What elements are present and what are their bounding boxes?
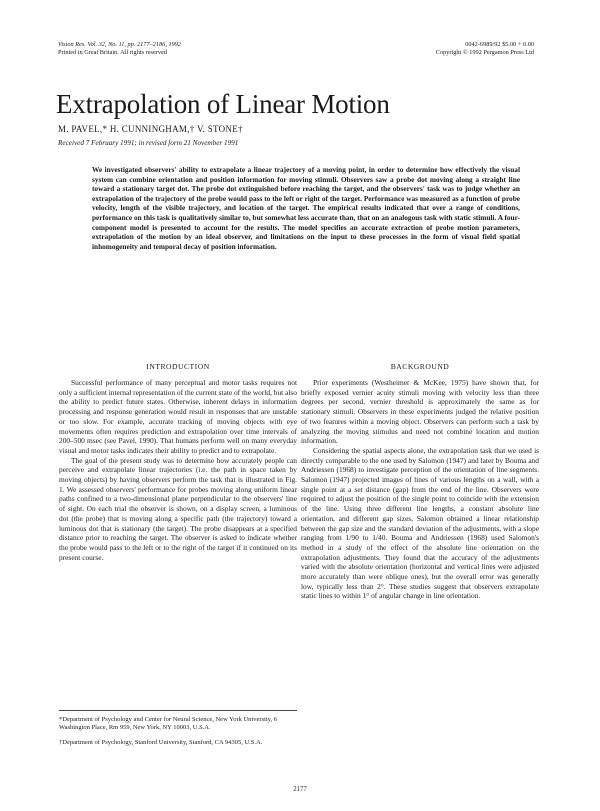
footnote-divider — [59, 710, 297, 711]
footnote: *Department of Psychology and Center for Neural Science, New York University, 6 Washington Place, Rm 959, New York, NY 10003, U.S.A. — [59, 716, 278, 732]
printed-note: Printed in Great Britain. All rights reserved — [58, 49, 167, 56]
author-list: M. PAVEL,* H. CUNNINGHAM,† V. STONE† — [58, 124, 243, 134]
journal-header-left — [58, 41, 181, 57]
paragraph: The goal of the present study was to determine how accurately people can perceive and extrapolate linear trajectories (i.e. the path in space taken by moving objects) by having observers perform the task that is illustrated in Fig. 1. We assessed observers' performance for probes moving along uniform linear paths confined to a two-dimensional plane perpendicular to the observers' line of sight. On each trial the observer is shown, on a display screen, a luminous dot (the probe) that is moving along a specific path (the trajectory) toward a luminous dot that is stationary (the target). The probe disappears at a specified distance prior to reaching the target. The observer is asked to indicate whether the probe would pass to the left or to the right of the target if it continued on its present course. — [59, 455, 297, 562]
journal-header-right — [436, 41, 534, 57]
issn: 0042-6989/92 $5.00 + 0.00 — [465, 41, 534, 48]
paper-title: Extrapolation of Linear Motion — [56, 89, 390, 119]
copyright: Copyright © 1992 Pergamon Press Ltd — [435, 49, 534, 56]
journal-citation: Vision Res. Vol. 32, No. 11, pp. 2177–2186, 1992 — [58, 41, 182, 48]
received-dates: Received 7 February 1991; in revised form 21 November 1991 — [58, 139, 239, 147]
introduction-section — [59, 362, 297, 562]
footnotes — [59, 716, 297, 753]
introduction-heading: INTRODUCTION — [146, 362, 210, 371]
abstract: We investigated observers' ability to extrapolate a linear trajectory of a moving point, in order to determine how effectively the visual system can combine orientation and position information for moving stimuli. Observers saw a probe dot moving along a straight line toward a stationary target dot. The probe dot extinguished before reaching the target, and the observers' task was to judge whether an extrapolation of the trajectory of the probe would pass to the left or right of the target. Performance was measured as a function of probe velocity, length of the visible trajectory, and location of the target. The empirical results indicated that over a range of conditions, performance on this task is qualitatively similar to, but somewhat less accurate than, that on an analogous task with static stimuli. A four-component model is presented to account for the results. The model specifies an accurate extraction of probe motion parameters, extrapolation of the motion by an ideal observer, and limitations on the input to these processes in the form of visual field spatial inhomogeneity and temporal decay of position information. — [92, 165, 520, 251]
background-section — [301, 362, 539, 601]
background-heading: BACKGROUND — [390, 362, 450, 371]
footnote: †Department of Psychology, Stanford University, Stanford, CA 94305, U.S.A. — [59, 738, 263, 746]
paragraph: Successful performance of many perceptual and motor tasks requires not only a sufficient internal representation of the current state of the world, but also the ability to predict future states. Otherwise, inherent delays in information processing and response generation would result in responses that are unstable or too slow. For example, accurate tracking of moving objects with eye movements often requires prediction and extrapolation over time intervals of 200–500 msec (see Pavel, 1990). That humans perform well on many everyday visual and motor tasks indicates their ability to predict and to extrapolate. — [59, 378, 297, 455]
paragraph: Prior experiments (Westheimer & McKee, 1975) have shown that, for briefly exposed vernier acuity stimuli moving with velocity less than three degrees per second, vernier threshold is approximately the same as for stationary stimuli. Observers in these experiments judged the relative position of two features within a moving object. Observers can perform such a task by analyzing the moving stimulus and need not combine location and motion information. — [301, 378, 539, 446]
paragraph: Considering the spatial aspects alone, the extrapolation task that we used is directly comparable to the one used by Salomon (1947) and later by Bouma and Andriessen (1968) to investigate perception of the orientation of line segments. Salomon (1947) projected images of lines of various lengths on a wall, with a single point at a set distance (gap) from the end of the line. Observers were required to adjust the position of the single point to coincide with the extension of the line. Using three different line lengths, a constant absolute line orientation, and different gap sizes, Salomon obtained a linear relationship between the gap size and the standard deviation of the adjustments, with a slope ranging from 1/90 to 1/40. Bouma and Andriessen (1968) used Salomon's method in a study of the effect of the absolute line orientation on the extrapolation adjustments. They found that the accuracy of the adjustments varied with the absolute orientation (horizontal and vertical lines were adjusted more accurately than were oblique ones), but the overall error was generally low, typically less than 2°. These studies suggest that observers extrapolate static lines to within 1° of angular change in line orientation. — [301, 445, 539, 601]
page-number: 2177 — [293, 786, 307, 793]
